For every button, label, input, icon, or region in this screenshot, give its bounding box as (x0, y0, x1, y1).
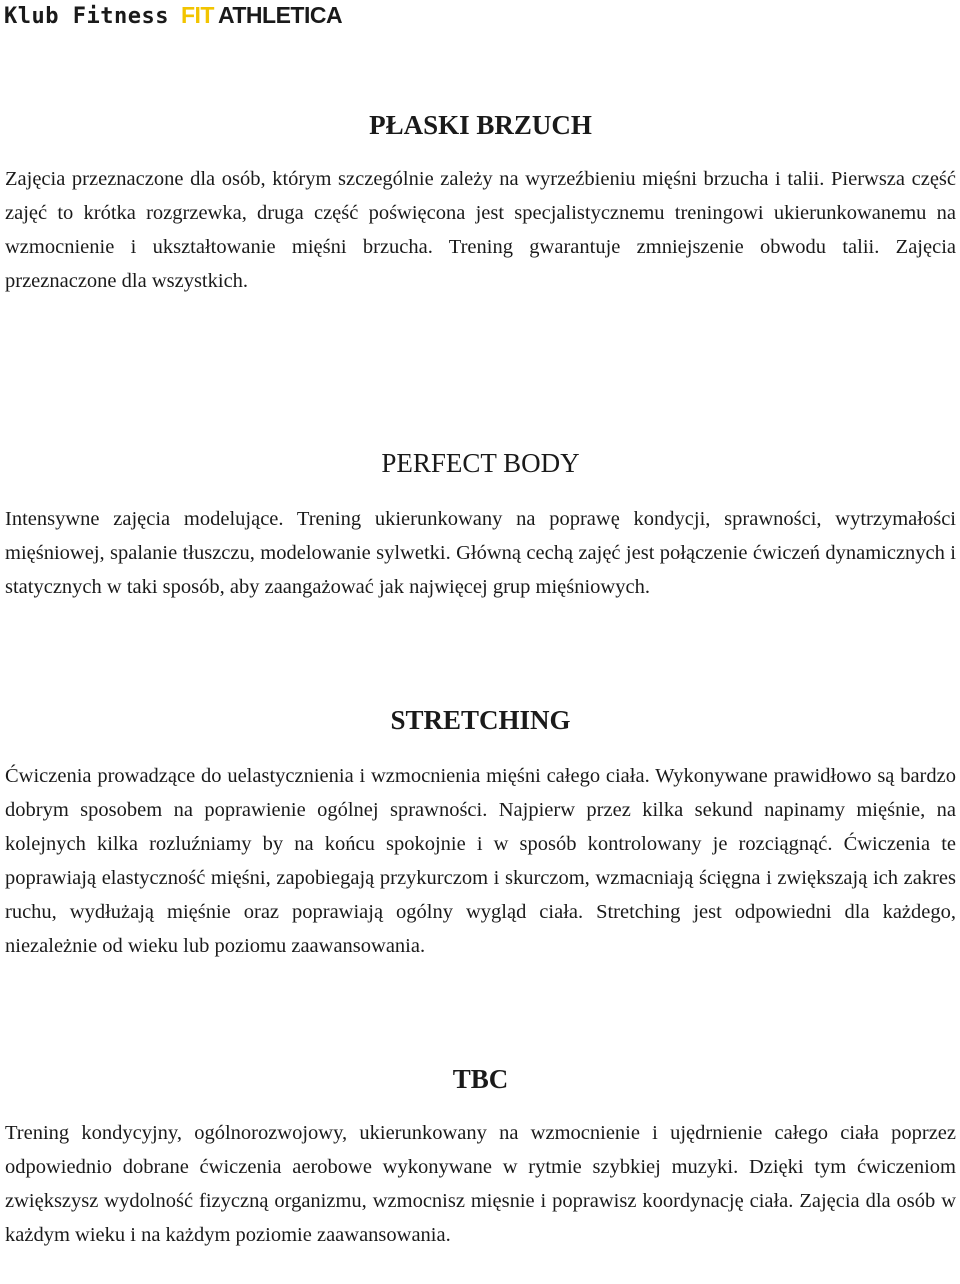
section-description: Ćwiczenia prowadzące do uelastycznienia i wzmocnienia mięśni całego ciała. Wykonywane prawidłowo są bardzo dobrym sposobem na poprawienie ogólnej sprawności. Najpierw przez kilka sekund napinamy mięśnie, na kolejnych kilka rozluźniamy by na końcu spokojnie i w sposób kontrolowany je rozciągnąć. Ćwiczenia te poprawiają elastyczność mięśni, zapobiegają przykurczom i skurczom, wzmacniają ścięgna i zwiększają ich zakres ruchu, wydłużają mięśnie oraz poprawiają ogólny wygląd ciała. Stretching jest odpowiedni dla każdego, niezależnie od wieku lub poziomu zaawansowania. (5, 765, 956, 957)
section-perfect-body (5, 446, 956, 604)
brand-logo (181, 2, 342, 29)
section-plaski-brzuch (5, 108, 956, 298)
brand-logo-athletica: ATHLETICA (217, 2, 343, 28)
section-description: Trening kondycyjny, ogólnorozwojowy, ukierunkowany na wzmocnienie i ujędrnienie całego ciała poprzez odpowiednio dobrane ćwiczenia aerobowe wykonywane w rytmie szybkiej muzyki. Dzięki tym ćwiczeniom zwiększysz wydolność fizyczną organizmu, wzmocnisz mięsnie i poprawisz koordynację ciała. Zajęcia dla osób w każdym wieku i na każdym poziomie zaawansowania. (5, 1122, 956, 1246)
section-description: Intensywne zajęcia modelujące. Trening ukierunkowany na poprawę kondycji, sprawności, wytrzymałości mięśniowej, spalanie tłuszczu, modelowanie sylwetki. Główną cechą zajęć jest połączenie ćwiczeń dynamicznych i statycznych w taki sposób, aby zaangażować jak najwięcej grup mięśniowych. (5, 508, 956, 598)
section-description: Zajęcia przeznaczone dla osób, którym szczególnie zależy na wyrzeźbieniu mięśni brzucha i talii. Pierwsza część zajęć to krótka rozgrzewka, druga część poświęcona jest specjalistycznemu treningowi ukierunkowanemu na wzmocnienie i ukształtowanie mięśni brzucha. Trening gwarantuje zmniejszenie obwodu talii. Zajęcia przeznaczone dla wszystkich. (5, 168, 956, 292)
section-stretching (5, 703, 956, 963)
section-title: PERFECT BODY (381, 448, 580, 478)
section-tbc (5, 1062, 956, 1252)
section-title: PŁASKI BRZUCH (369, 110, 592, 140)
section-title: TBC (452, 1064, 509, 1094)
brand-logo-fit: FIT (180, 2, 214, 28)
club-label: Klub Fitness (4, 4, 169, 29)
page-header (4, 2, 342, 32)
section-title: STRETCHING (390, 705, 571, 735)
